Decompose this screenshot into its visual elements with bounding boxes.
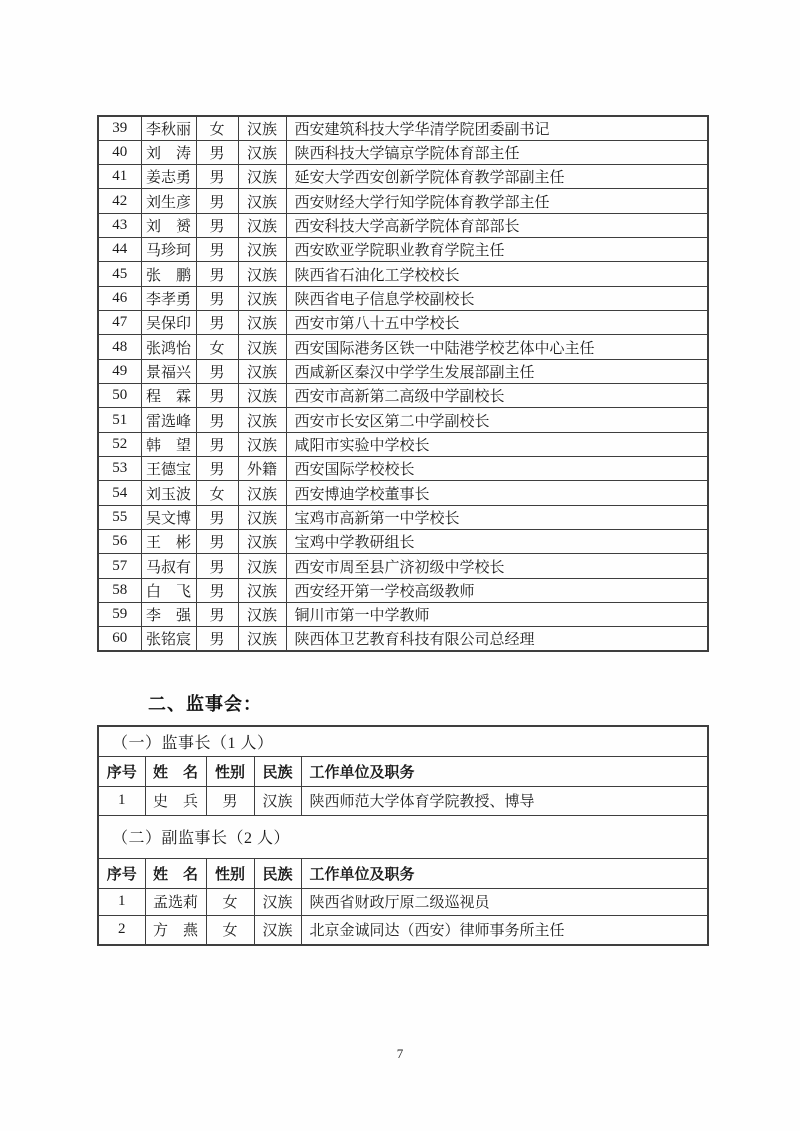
position-cell: 延安大学西安创新学院体育教学部副主任 [286,165,708,189]
position-cell: 西安经开第一学校高级教师 [286,578,708,602]
gender-cell: 男 [196,213,238,237]
position-cell: 西安市高新第二高级中学副校长 [286,384,708,408]
no-cell: 53 [98,457,141,481]
no-cell: 47 [98,311,141,335]
name-cell: 吴文博 [141,505,196,529]
ethnicity-cell: 汉族 [238,140,286,164]
gender-cell: 男 [196,165,238,189]
no-cell: 54 [98,481,141,505]
name-cell: 姜志勇 [141,165,196,189]
no-cell: 59 [98,603,141,627]
gender-cell: 男 [196,408,238,432]
table-row [98,189,708,213]
section-title-row [98,726,708,756]
gender-cell: 男 [196,359,238,383]
table-row [98,603,708,627]
ethnicity-cell: 汉族 [238,432,286,456]
table-row [98,554,708,578]
header-row [98,756,708,786]
name-cell: 姓 名 [145,756,206,786]
gender-cell: 男 [196,505,238,529]
position-cell: 陕西省电子信息学校副校长 [286,286,708,310]
position-cell: 宝鸡市高新第一中学校长 [286,505,708,529]
ethnicity-cell: 汉族 [238,116,286,140]
no-cell: 1 [98,786,145,815]
ethnicity-cell: 汉族 [238,554,286,578]
no-cell: 1 [98,888,145,915]
name-cell: 马叔有 [141,554,196,578]
council-members-table-wrap [97,115,709,652]
ethnicity-cell: 汉族 [238,578,286,602]
no-cell: 39 [98,116,141,140]
section-title-row [98,815,708,858]
position-cell: 宝鸡中学教研组长 [286,530,708,554]
no-cell: 51 [98,408,141,432]
position-cell: 西安国际港务区铁一中陆港学校艺体中心主任 [286,335,708,359]
ethnicity-cell: 汉族 [238,384,286,408]
table-row [98,335,708,359]
position-cell: 陕西体卫艺教育科技有限公司总经理 [286,627,708,651]
ethnicity-cell: 汉族 [238,238,286,262]
table-row [98,262,708,286]
ethnicity-cell: 汉族 [238,530,286,554]
position-cell: 北京金诚同达（西安）律师事务所主任 [301,915,708,945]
position-cell: 西安财经大学行知学院体育教学部主任 [286,189,708,213]
ethnicity-cell: 汉族 [238,603,286,627]
gender-cell: 男 [196,286,238,310]
no-cell: 57 [98,554,141,578]
no-cell: 60 [98,627,141,651]
position-cell: 陕西省财政厅原二级巡视员 [301,888,708,915]
table-row [98,481,708,505]
council-members-table [97,115,709,652]
supervisory-board-tbody [98,726,708,945]
table-row [98,238,708,262]
position-cell: 工作单位及职务 [301,756,708,786]
position-cell: 西安市第八十五中学校长 [286,311,708,335]
no-cell: 2 [98,915,145,945]
position-cell: 西安欧亚学院职业教育学院主任 [286,238,708,262]
table-row [98,505,708,529]
section-heading-supervisory-board: 二、监事会： [148,694,262,714]
table-row [98,888,708,915]
table-row [98,578,708,602]
header-row [98,858,708,888]
position-cell: 陕西科技大学镐京学院体育部主任 [286,140,708,164]
name-cell: 韩 望 [141,432,196,456]
position-cell: 西安国际学校校长 [286,457,708,481]
position-cell: 西安市周至县广济初级中学校长 [286,554,708,578]
name-cell: 刘玉波 [141,481,196,505]
gender-cell: 女 [206,915,254,945]
position-cell: 西安科技大学高新学院体育部部长 [286,213,708,237]
ethnicity-cell: 汉族 [238,505,286,529]
gender-cell: 性别 [206,858,254,888]
name-cell: 姓 名 [145,858,206,888]
no-cell: 40 [98,140,141,164]
ethnicity-cell: 汉族 [238,335,286,359]
table-row [98,286,708,310]
table-row [98,359,708,383]
position-cell: 西安博迪学校董事长 [286,481,708,505]
ethnicity-cell: 汉族 [238,359,286,383]
table-row [98,384,708,408]
ethnicity-cell: 汉族 [254,915,301,945]
section-title: （一）监事长（1 人） [98,726,708,756]
gender-cell: 性别 [206,756,254,786]
name-cell: 程 霖 [141,384,196,408]
gender-cell: 男 [196,384,238,408]
position-cell: 工作单位及职务 [301,858,708,888]
name-cell: 张 鹏 [141,262,196,286]
ethnicity-cell: 汉族 [238,481,286,505]
name-cell: 吴保印 [141,311,196,335]
name-cell: 孟选莉 [145,888,206,915]
ethnicity-cell: 汉族 [238,262,286,286]
name-cell: 白 飞 [141,578,196,602]
ethnicity-cell: 汉族 [238,311,286,335]
no-cell: 序号 [98,756,145,786]
ethnicity-cell: 汉族 [238,408,286,432]
name-cell: 刘 涛 [141,140,196,164]
gender-cell: 男 [196,530,238,554]
table-row [98,915,708,945]
position-cell: 西安市长安区第二中学副校长 [286,408,708,432]
table-row [98,530,708,554]
ethnicity-cell: 民族 [254,756,301,786]
no-cell: 56 [98,530,141,554]
position-cell: 咸阳市实验中学校长 [286,432,708,456]
table-row [98,627,708,651]
ethnicity-cell: 民族 [254,858,301,888]
table-row [98,432,708,456]
name-cell: 张铭宸 [141,627,196,651]
no-cell: 45 [98,262,141,286]
name-cell: 李 强 [141,603,196,627]
section-title: （二）副监事长（2 人） [98,815,708,858]
position-cell: 陕西省石油化工学校校长 [286,262,708,286]
table-row [98,116,708,140]
name-cell: 张鸿怡 [141,335,196,359]
gender-cell: 男 [196,140,238,164]
page-number: 7 [396,1046,404,1061]
gender-cell: 男 [196,238,238,262]
gender-cell: 男 [196,603,238,627]
name-cell: 王德宝 [141,457,196,481]
gender-cell: 男 [196,189,238,213]
gender-cell: 男 [196,262,238,286]
no-cell: 41 [98,165,141,189]
ethnicity-cell: 汉族 [238,165,286,189]
no-cell: 55 [98,505,141,529]
gender-cell: 男 [206,786,254,815]
position-cell: 西咸新区秦汉中学学生发展部副主任 [286,359,708,383]
no-cell: 58 [98,578,141,602]
ethnicity-cell: 汉族 [254,786,301,815]
gender-cell: 女 [206,888,254,915]
name-cell: 史 兵 [145,786,206,815]
name-cell: 王 彬 [141,530,196,554]
ethnicity-cell: 汉族 [238,189,286,213]
table-row [98,786,708,815]
council-members-tbody [98,116,708,651]
table-row [98,311,708,335]
gender-cell: 男 [196,432,238,456]
no-cell: 46 [98,286,141,310]
name-cell: 刘生彦 [141,189,196,213]
ethnicity-cell: 汉族 [254,888,301,915]
table-row [98,165,708,189]
gender-cell: 男 [196,311,238,335]
name-cell: 刘 赟 [141,213,196,237]
gender-cell: 男 [196,457,238,481]
gender-cell: 女 [196,116,238,140]
position-cell: 铜川市第一中学教师 [286,603,708,627]
no-cell: 序号 [98,858,145,888]
table-row [98,213,708,237]
name-cell: 雷选峰 [141,408,196,432]
gender-cell: 男 [196,578,238,602]
no-cell: 50 [98,384,141,408]
gender-cell: 男 [196,627,238,651]
ethnicity-cell: 外籍 [238,457,286,481]
name-cell: 方 燕 [145,915,206,945]
gender-cell: 男 [196,554,238,578]
no-cell: 42 [98,189,141,213]
supervisory-board-table [97,725,709,946]
gender-cell: 女 [196,335,238,359]
name-cell: 马珍珂 [141,238,196,262]
position-cell: 陕西师范大学体育学院教授、博导 [301,786,708,815]
table-row [98,140,708,164]
name-cell: 李孝勇 [141,286,196,310]
name-cell: 景福兴 [141,359,196,383]
no-cell: 43 [98,213,141,237]
supervisory-board-table-wrap [97,725,709,946]
no-cell: 44 [98,238,141,262]
ethnicity-cell: 汉族 [238,286,286,310]
table-row [98,408,708,432]
ethnicity-cell: 汉族 [238,213,286,237]
position-cell: 西安建筑科技大学华清学院团委副书记 [286,116,708,140]
name-cell: 李秋丽 [141,116,196,140]
no-cell: 49 [98,359,141,383]
no-cell: 52 [98,432,141,456]
gender-cell: 女 [196,481,238,505]
table-row [98,457,708,481]
ethnicity-cell: 汉族 [238,627,286,651]
no-cell: 48 [98,335,141,359]
